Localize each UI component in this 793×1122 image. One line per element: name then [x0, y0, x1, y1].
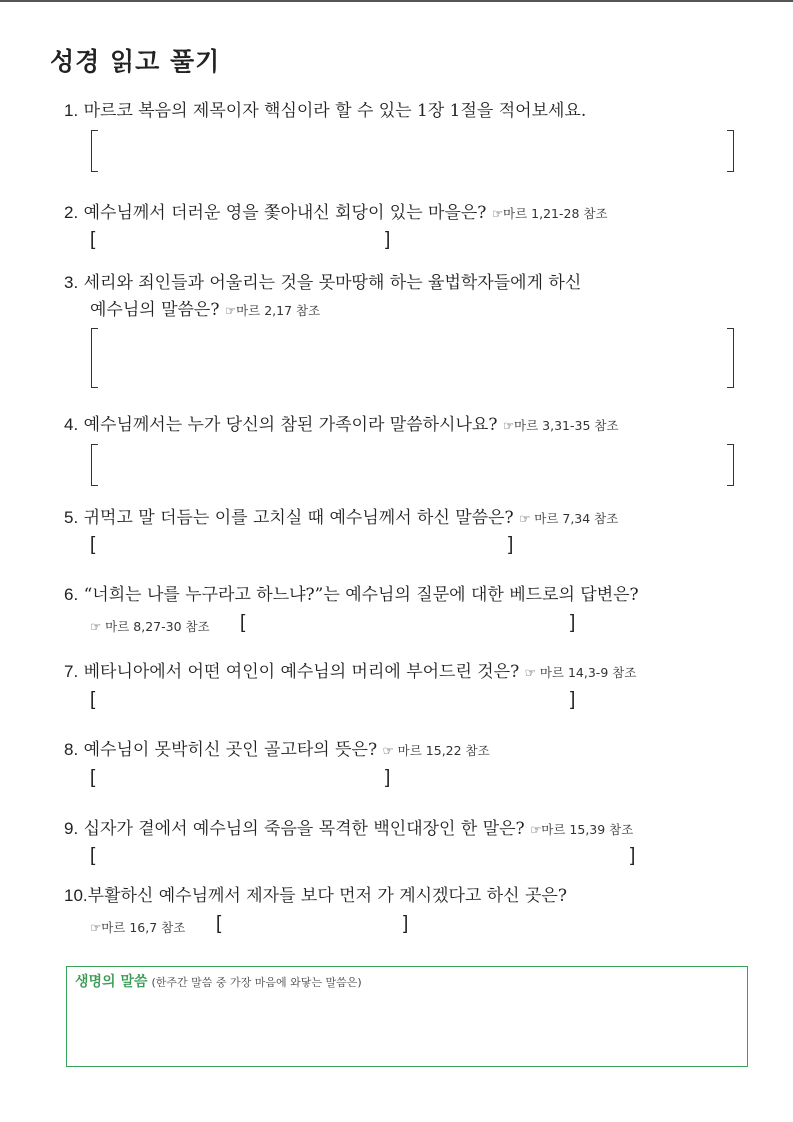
question-number: 6. [64, 585, 79, 604]
answer-bracket-close: ] [385, 229, 391, 250]
answer-bracket-close: ] [570, 612, 576, 633]
reference-note: ☞마르 16,7 참조 [90, 920, 186, 935]
answer-bracket-right [727, 444, 734, 486]
answer-bracket-open: [ [216, 913, 222, 934]
question-text: 베타니아에서 어떤 여인이 예수님의 머리에 부어드린 것은? [83, 662, 520, 682]
question-text: 세리와 죄인들과 어울리는 것을 못마땅해 하는 율법학자들에게 하신 [83, 273, 582, 293]
reference-note: ☞마르 1,21-28 참조 [491, 206, 608, 221]
question-text: “너희는 나를 누구라고 하느냐?”는 예수님의 질문에 대한 베드로의 답변은? [83, 585, 639, 605]
question-10 [64, 885, 567, 907]
reference-note: ☞ 마르 7,34 참조 [519, 511, 619, 526]
answer-bracket-left [91, 328, 98, 388]
question-text: 예수님의 말씀은? [90, 300, 220, 320]
question-8 [64, 739, 490, 762]
question-number: 2. [64, 203, 79, 222]
answer-bracket-left [91, 130, 98, 172]
reference-note: ☞ 마르 8,27-30 참조 [90, 619, 210, 634]
answer-bracket-close: ] [570, 689, 576, 710]
word-of-life-box [66, 966, 748, 1067]
question-text: 마르코 복음의 제목이자 핵심이라 할 수 있는 1장 1절을 적어보세요. [83, 101, 587, 121]
answer-bracket-open: [ [90, 767, 96, 788]
answer-bracket-right [727, 130, 734, 172]
answer-bracket-open: [ [90, 229, 96, 250]
question-text: 예수님께서 더러운 영을 쫓아내신 회당이 있는 마을은? [83, 203, 487, 223]
question-text: 귀먹고 말 더듬는 이를 고치실 때 예수님께서 하신 말씀은? [83, 508, 514, 528]
question-number: 5. [64, 508, 79, 527]
answer-bracket-close: ] [403, 913, 409, 934]
reference-note: ☞ 마르 15,22 참조 [382, 743, 490, 758]
reference-note: ☞마르 2,17 참조 [224, 303, 321, 318]
word-of-life-heading: 생명의 말씀 [75, 974, 148, 990]
answer-bracket-close: ] [630, 845, 636, 866]
question-number: 10. [64, 886, 88, 905]
question-text: 예수님이 못박히신 곳인 골고타의 뜻은? [83, 740, 378, 760]
question-2 [64, 202, 608, 225]
answer-bracket-open: [ [90, 689, 96, 710]
answer-bracket-left [91, 444, 98, 486]
question-text: 십자가 곁에서 예수님의 죽음을 목격한 백인대장인 한 말은? [83, 819, 525, 839]
question-1 [64, 100, 586, 122]
answer-bracket-close: ] [385, 767, 391, 788]
question-4 [64, 414, 619, 437]
question-6 [64, 584, 639, 606]
page-title: 성경 읽고 풀기 [50, 47, 221, 76]
answer-bracket-open: [ [240, 612, 246, 633]
question-number: 9. [64, 819, 79, 838]
answer-bracket-open: [ [90, 845, 96, 866]
question-number: 3. [64, 273, 79, 292]
answer-bracket-right [727, 328, 734, 388]
question-3 [64, 272, 581, 294]
question-text: 예수님께서는 누가 당신의 참된 가족이라 말씀하시나요? [83, 415, 498, 435]
question-number: 8. [64, 740, 79, 759]
answer-bracket-open: [ [90, 534, 96, 555]
answer-bracket-close: ] [508, 534, 514, 555]
question-number: 1. [64, 101, 79, 120]
reference-note: ☞마르 3,31-35 참조 [502, 418, 619, 433]
question-7 [64, 661, 636, 684]
reference-note: ☞마르 15,39 참조 [530, 822, 634, 837]
word-of-life-note: (한주간 말씀 중 가장 마음에 와닿는 말씀은) [151, 976, 362, 989]
question-text: 부활하신 예수님께서 제자들 보다 먼저 가 계시겠다고 하신 곳은? [87, 886, 567, 906]
question-3-continued [90, 299, 320, 322]
question-9 [64, 818, 633, 841]
question-number: 4. [64, 415, 79, 434]
question-number: 7. [64, 662, 79, 681]
question-5 [64, 507, 618, 530]
top-rule [0, 0, 793, 2]
word-of-life-title [75, 971, 362, 991]
reference-note: ☞ 마르 14,3-9 참조 [524, 665, 637, 680]
